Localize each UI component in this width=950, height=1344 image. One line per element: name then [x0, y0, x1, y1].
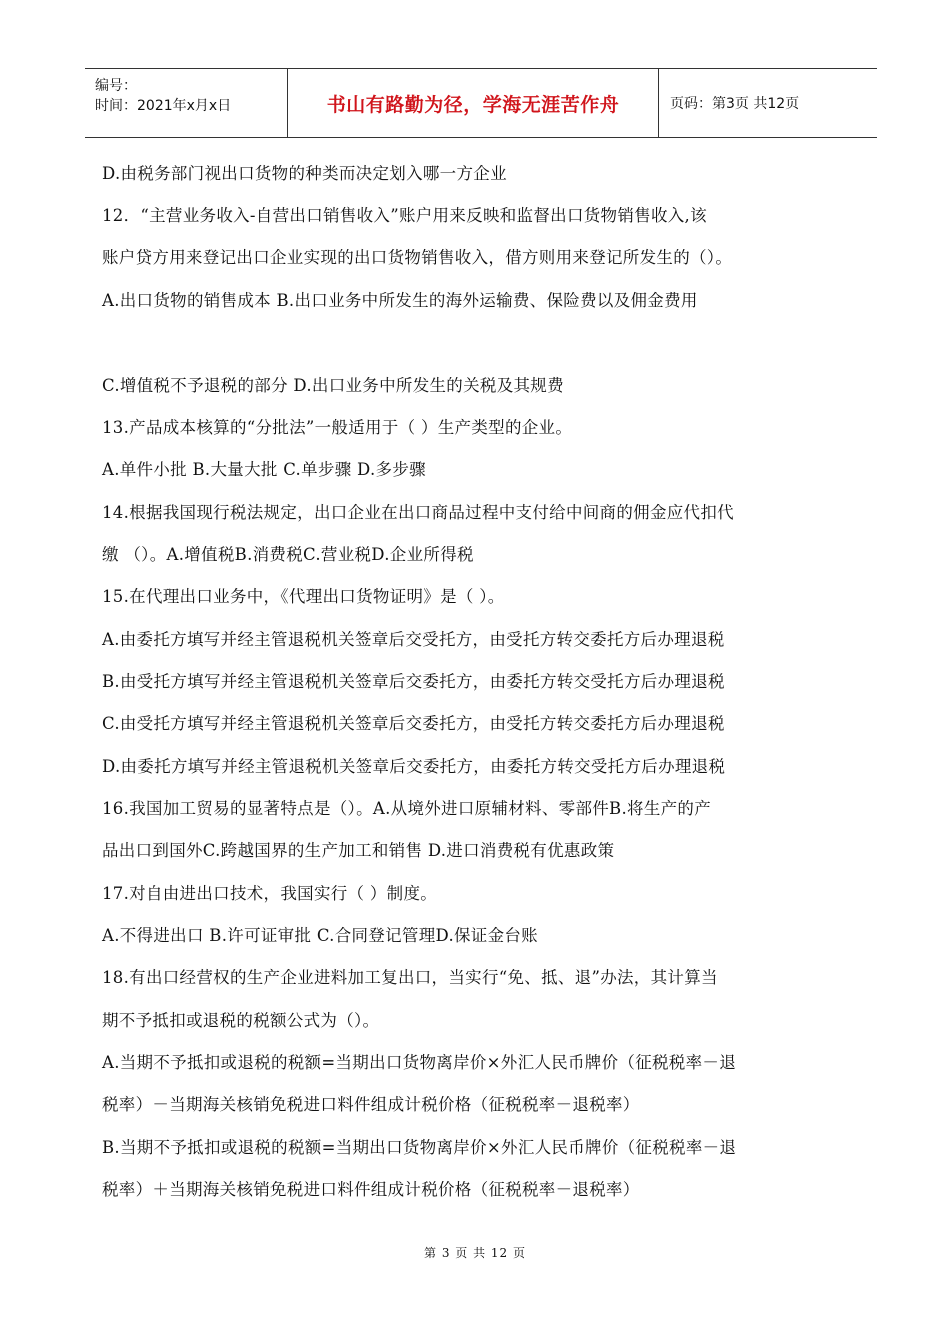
- motto: 书山有路勤为径，学海无涯苦作舟: [326, 93, 620, 116]
- text-line: A.由委托方填写并经主管退税机关签章后交受托方，由受托方转交委托方后办理退税: [102, 630, 725, 649]
- text-line: B.由受托方填写并经主管退税机关签章后交委托方，由委托方转交受托方后办理退税: [102, 672, 725, 691]
- text-line: A.单件小批 B.大量大批 C.单步骤 D.多步骤: [102, 460, 426, 479]
- time-label: 时间：2021年x月x日: [95, 98, 232, 114]
- text-line: D.由税务部门视出口货物的种类而决定划入哪一方企业: [102, 164, 507, 183]
- text-line: A.当期不予抵扣或退税的税额=当期出口货物离岸价×外汇人民币牌价（征税税率－退: [102, 1053, 737, 1072]
- text-line: 17.对自由进出口技术，我国实行（ ）制度。: [102, 884, 438, 903]
- page-info: 页码：第3页 共12页: [670, 96, 800, 112]
- header-motto-cell: [288, 69, 659, 137]
- text-line: 账户贷方用来登记出口企业实现的出口货物销售收入，借方则用来登记所发生的（）。: [102, 248, 733, 267]
- text-line: 12．“主营业务收入-自营出口销售收入”账户用来反映和监督出口货物销售收入,该: [102, 206, 707, 225]
- text-line: 品出口到国外C.跨越国界的生产加工和销售 D.进口消费税有优惠政策: [102, 841, 615, 860]
- text-line: 税率）＋当期海关核销免税进口料件组成计税价格（征税税率－退税率）: [102, 1180, 640, 1199]
- text-line: 13.产品成本核算的“分批法”一般适用于（ ）生产类型的企业。: [102, 418, 573, 437]
- text-line: 税率）－当期海关核销免税进口料件组成计税价格（征税税率－退税率）: [102, 1095, 640, 1114]
- text-line: 18.有出口经营权的生产企业进料加工复出口，当实行“免、抵、退”办法，其计算当: [102, 968, 718, 987]
- text-line: A.出口货物的销售成本 B.出口业务中所发生的海外运输费、保险费以及佣金费用: [102, 291, 698, 310]
- page-header: [85, 68, 877, 138]
- text-line: 期不予抵扣或退税的税额公式为（）。: [102, 1011, 380, 1030]
- text-line: 14.根据我国现行税法规定，出口企业在出口商品过程中支付给中间商的佣金应代扣代: [102, 503, 734, 522]
- text-line: A.不得进出口 B.许可证审批 C.合同登记管理D.保证金台账: [102, 926, 538, 945]
- text-line: C.由受托方填写并经主管退税机关签章后交委托方，由受托方转交委托方后办理退税: [102, 714, 725, 733]
- text-line: 15.在代理出口业务中，《代理出口货物证明》是（ ）。: [102, 587, 505, 606]
- number-label: 编号：: [95, 78, 137, 94]
- text-line: C.增值税不予退税的部分 D.出口业务中所发生的关税及其规费: [102, 376, 564, 395]
- header-meta-cell: [85, 69, 288, 137]
- text-line: D.由委托方填写并经主管退税机关签章后交委托方，由委托方转交受托方后办理退税: [102, 757, 726, 776]
- header-page-cell: [660, 69, 877, 137]
- text-line: 16.我国加工贸易的显著特点是（）。A.从境外进口原辅材料、零部件B.将生产的产: [102, 799, 712, 818]
- text-line: 缴 （）。A.增值税B.消费税C.营业税D.企业所得税: [102, 545, 474, 564]
- text-line: B.当期不予抵扣或退税的税额=当期出口货物离岸价×外汇人民币牌价（征税税率－退: [102, 1138, 737, 1157]
- page-footer: 第 3 页 共 12 页: [424, 1246, 526, 1260]
